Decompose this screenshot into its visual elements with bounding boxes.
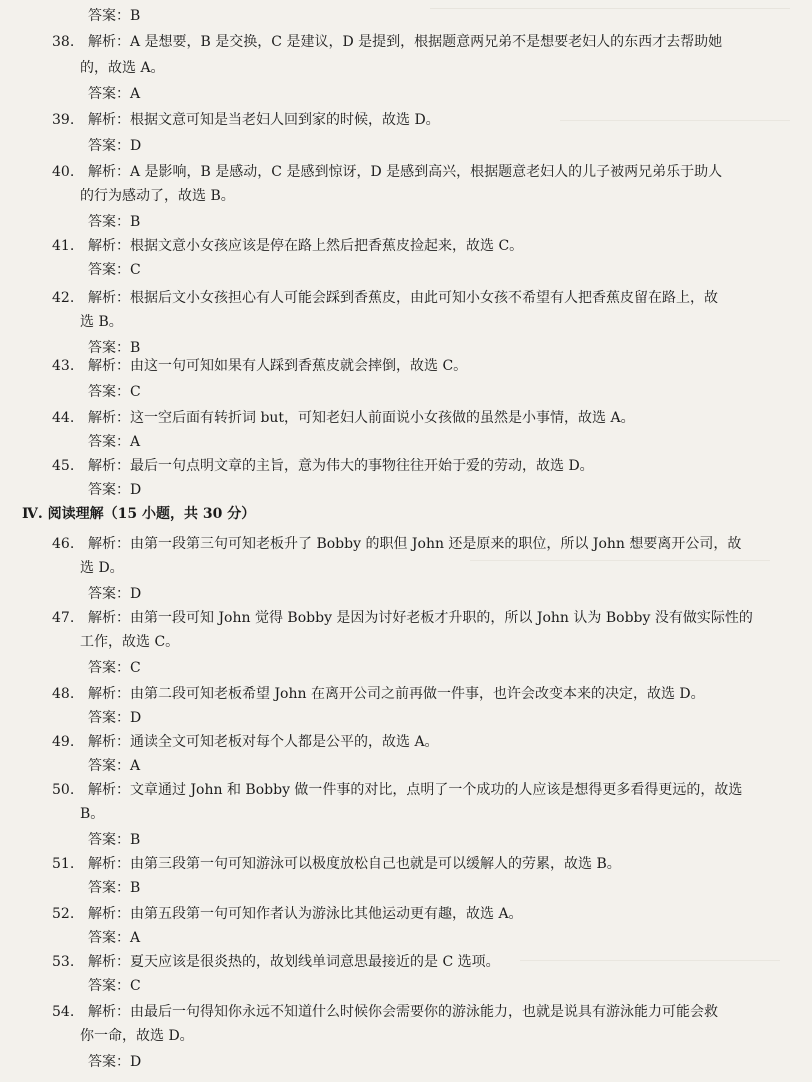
item-number: 50. [52, 782, 75, 798]
item-number: 41. [52, 238, 75, 254]
answer-line: 答案：D [88, 710, 142, 726]
explanation-line: 解析：由第一段可知 John 觉得 Bobby 是因为讨好老板才升职的，所以 John 认为 Bobby 没有做实际性的 [88, 610, 753, 626]
item-number: 48. [52, 686, 75, 702]
answer-line: 答案：A [88, 930, 141, 946]
answer-line: 答案：D [88, 482, 142, 498]
explanation-line: 解析：这一空后面有转折词 but，可知老妇人前面说小女孩做的虽然是小事情，故选 A。 [88, 410, 635, 426]
item-number: 40. [52, 164, 75, 180]
answer-line: 答案：A [88, 86, 141, 102]
explanation-line: 解析：通读全文可知老板对每个人都是公平的，故选 A。 [88, 734, 439, 750]
explanation-line: 解析：根据后文小女孩担心有人可能会踩到香蕉皮，由此可知小女孩不希望有人把香蕉皮留在路上，故 [88, 290, 718, 306]
item-number: 52. [52, 906, 75, 922]
explanation-line: 解析：文章通过 John 和 Bobby 做一件事的对比，点明了一个成功的人应该是想得更多看得更远的，故选 [88, 782, 743, 798]
explanation-line: 选 D。 [80, 560, 124, 576]
explanation-line: 解析：由第五段第一句可知作者认为游泳比其他运动更有趣，故选 A。 [88, 906, 523, 922]
answer-line: 答案：B [88, 340, 141, 356]
explanation-line: 的，故选 A。 [80, 60, 165, 76]
answer-line: 答案：A [88, 758, 141, 774]
item-number: 49. [52, 734, 75, 750]
explanation-line: 解析：最后一句点明文章的主旨，意为伟大的事物往往开始于爱的劳动，故选 D。 [88, 458, 594, 474]
item-number: 51. [52, 856, 75, 872]
item-number: 42. [52, 290, 75, 306]
answer-line: 答案：B [88, 214, 141, 230]
item-number: 47. [52, 610, 75, 626]
answer-line: 答案：A [88, 434, 141, 450]
explanation-line: 解析：A 是影响，B 是感动，C 是感到惊讶，D 是感到高兴，根据题意老妇人的儿子被两兄弟乐于助人 [88, 164, 723, 180]
section-heading-reading-comprehension: Ⅳ. 阅读理解（15 小题，共 30 分） [22, 506, 256, 522]
explanation-line: B。 [80, 806, 105, 822]
explanation-line: 工作，故选 C。 [80, 634, 180, 650]
explanation-line: 解析：由第三段第一句可知游泳可以极度放松自己也就是可以缓解人的劳累，故选 B。 [88, 856, 621, 872]
explanation-line: 选 B。 [80, 314, 123, 330]
explanation-line: 解析：由这一句可知如果有人踩到香蕉皮就会摔倒，故选 C。 [88, 358, 468, 374]
item-number: 44. [52, 410, 75, 426]
item-number: 39. [52, 112, 75, 128]
answer-line: 答案：B [88, 880, 141, 896]
explanation-line: 解析：根据文意小女孩应该是停在路上然后把香蕉皮捡起来，故选 C。 [88, 238, 524, 254]
item-number: 53. [52, 954, 75, 970]
answer-line: 答案：C [88, 978, 141, 994]
explanation-line: 解析：根据文意可知是当老妇人回到家的时候，故选 D。 [88, 112, 440, 128]
answer-line: 答案：D [88, 586, 142, 602]
explanation-line: 你一命，故选 D。 [80, 1028, 194, 1044]
item-number: 38. [52, 34, 75, 50]
explanation-line: 的行为感动了，故选 B。 [80, 188, 235, 204]
answer-37: 答案：B [88, 8, 141, 24]
item-number: 54. [52, 1004, 75, 1020]
answer-line: 答案：C [88, 262, 141, 278]
item-number: 45. [52, 458, 75, 474]
item-number: 43. [52, 358, 75, 374]
answer-line: 答案：C [88, 384, 141, 400]
answer-line: 答案：D [88, 1054, 142, 1070]
answer-line: 答案：B [88, 832, 141, 848]
item-number: 46. [52, 536, 75, 552]
explanation-line: 解析：由第二段可知老板希望 John 在离开公司之前再做一件事，也许会改变本来的决定，故选 D。 [88, 686, 705, 702]
explanation-line: 解析：由最后一句得知你永远不知道什么时候你会需要你的游泳能力，也就是说具有游泳能力可能会救 [88, 1004, 718, 1020]
answer-line: 答案：D [88, 138, 142, 154]
explanation-line: 解析：由第一段第三句可知老板升了 Bobby 的职但 John 还是原来的职位，所以 John 想要离开公司，故 [88, 536, 742, 552]
explanation-line: 解析：A 是想要，B 是交换，C 是建议，D 是提到，根据题意两兄弟不是想要老妇人的东西才去帮助她 [88, 34, 723, 50]
answer-line: 答案：C [88, 660, 141, 676]
explanation-line: 解析：夏天应该是很炎热的，故划线单词意思最接近的是 C 选项。 [88, 954, 500, 970]
